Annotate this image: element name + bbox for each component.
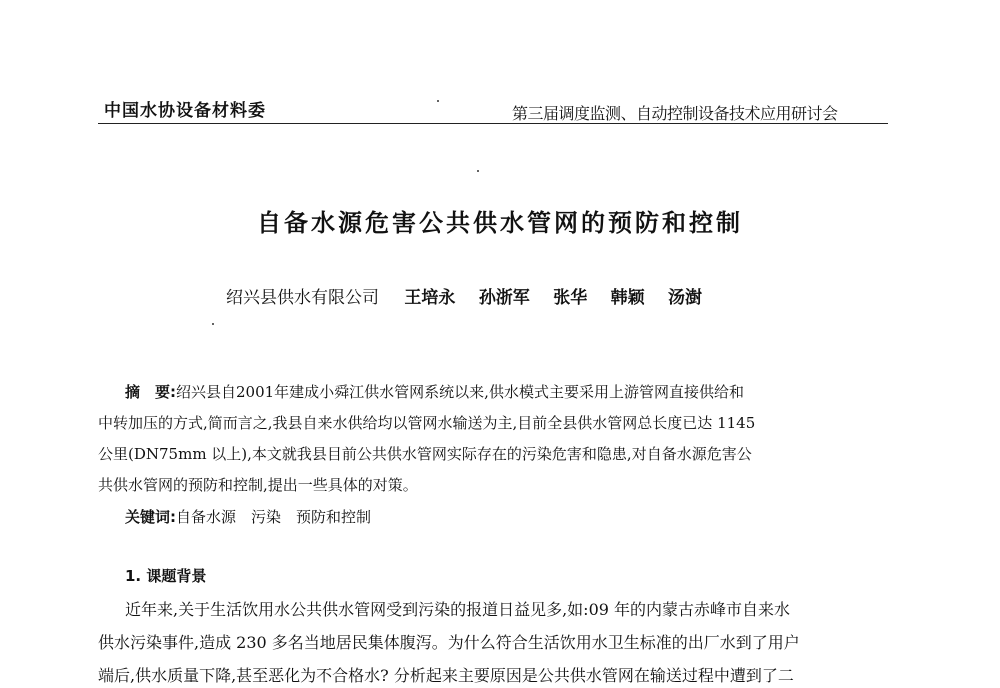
abstract-line: 中转加压的方式,简而言之,我县自来水供给均以管网水输送为主,目前全县供水管网总长度已达 1145 [98,414,756,432]
keywords-line [125,506,725,527]
scan-speck [477,170,479,172]
author-name: 韩颖 [610,288,645,308]
author-organization: 绍兴县供水有限公司 [226,288,379,308]
header-right: 第三届调度监测、自动控制设备技术应用研讨会 [512,104,838,123]
abstract-line: 公里(DN75mm 以上),本文就我县目前公共供水管网实际存在的污染危害和隐患,对自备水源危害公 [98,445,752,463]
section-heading: 1. 课题背景 [125,567,207,585]
header-rule [98,123,888,124]
scan-speck [212,323,214,325]
keywords-label: 关键词: [125,508,176,526]
abstract-line: 共供水管网的预防和控制,提出一些具体的对策。 [98,476,418,494]
byline [226,283,720,308]
body-paragraph-line: 供水污染事件,造成 230 多名当地居民集体腹泻。为什么符合生活饮用水卫生标准的出厂水到了用户 [98,633,800,652]
author-name: 孙浙军 [478,288,530,308]
author-name: 张华 [553,288,588,308]
abstract-label: 摘 要: [125,383,176,401]
keywords-text: 自备水源 污染 预防和控制 [176,508,372,526]
scan-speck [437,100,439,102]
author-name: 汤澍 [668,288,703,308]
abstract-line [125,381,888,402]
abstract-text: 绍兴县自2001年建成小舜江供水管网系统以来,供水模式主要采用上游管网直接供给和 [176,383,744,401]
paper-title: 自备水源危害公共供水管网的预防和控制 [257,209,743,237]
header-left: 中国水协设备材料委 [104,101,266,121]
author-name: 王培永 [404,288,456,308]
body-paragraph-line: 近年来,关于生活饮用水公共供水管网受到污染的报道日益见多,如:09 年的内蒙古赤峰市自来水 [125,600,791,619]
body-paragraph-line: 端后,供水质量下降,甚至恶化为不合格水? 分析起来主要原因是公共供水管网在输送过程中遭到了二 [98,666,794,685]
